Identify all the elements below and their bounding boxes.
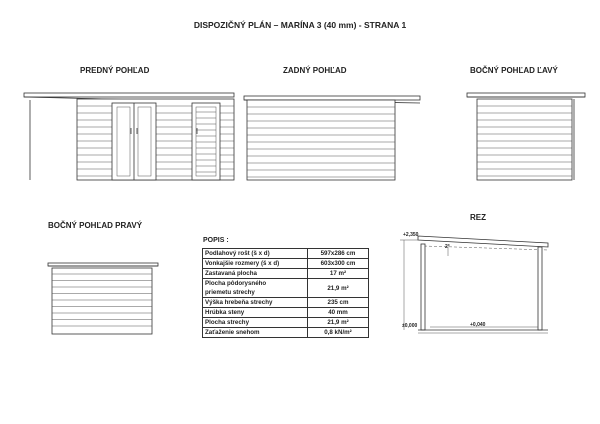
front-view-drawing xyxy=(24,93,234,180)
level-inner-label: +0,040 xyxy=(470,322,486,328)
level-top-label: +2,350 xyxy=(403,232,419,238)
spec-row xyxy=(203,279,369,298)
spec-row xyxy=(203,298,369,308)
spec-label: Vonkajšie rozmery (š x d) xyxy=(203,259,308,269)
spec-row xyxy=(203,249,369,259)
slope-label: 2° xyxy=(445,244,450,250)
spec-row xyxy=(203,308,369,318)
spec-value: 0,8 kN/m² xyxy=(308,328,369,338)
rear-view-drawing xyxy=(244,96,420,180)
spec-value: 603x300 cm xyxy=(308,259,369,269)
spec-label: Hrúbka steny xyxy=(203,308,308,318)
right-view-drawing xyxy=(48,263,158,334)
spec-label: Plocha pôdorysného priemetu strechy xyxy=(203,279,308,298)
spec-label: Výška hrebeňa strechy xyxy=(203,298,308,308)
spec-value: 40 mm xyxy=(308,308,369,318)
popis-label: POPIS : xyxy=(203,237,229,244)
right-view-label: BOČNÝ POHĽAD PRAVÝ xyxy=(48,221,143,230)
front-view-label: PREDNÝ POHĽAD xyxy=(80,66,150,75)
level-floor-label: ±0,000 xyxy=(402,323,418,329)
spec-row xyxy=(203,318,369,328)
left-view-drawing xyxy=(467,93,585,180)
left-view-label: BOČNÝ POHĽAD ĽAVÝ xyxy=(470,66,558,75)
spec-label: Zaťaženie snehom xyxy=(203,328,308,338)
rear-view-label: ZADNÝ POHĽAD xyxy=(283,66,347,75)
spec-value: 21,9 m² xyxy=(308,318,369,328)
spec-label: Plocha strechy xyxy=(203,318,308,328)
spec-row xyxy=(203,328,369,338)
spec-row xyxy=(203,269,369,279)
page-title: DISPOZIČNÝ PLÁN – MARÍNA 3 (40 mm) - STRANA 1 xyxy=(193,20,407,30)
spec-value: 235 cm xyxy=(308,298,369,308)
spec-label: Zastavaná plocha xyxy=(203,269,308,279)
section-label: REZ xyxy=(470,213,486,222)
spec-table xyxy=(202,248,369,338)
spec-value: 21,9 m² xyxy=(308,279,369,298)
spec-row xyxy=(203,259,369,269)
spec-label: Podlahový rošt (š x d) xyxy=(203,249,308,259)
spec-value: 17 m² xyxy=(308,269,369,279)
spec-value: 597x286 cm xyxy=(308,249,369,259)
section-drawing xyxy=(400,236,548,333)
